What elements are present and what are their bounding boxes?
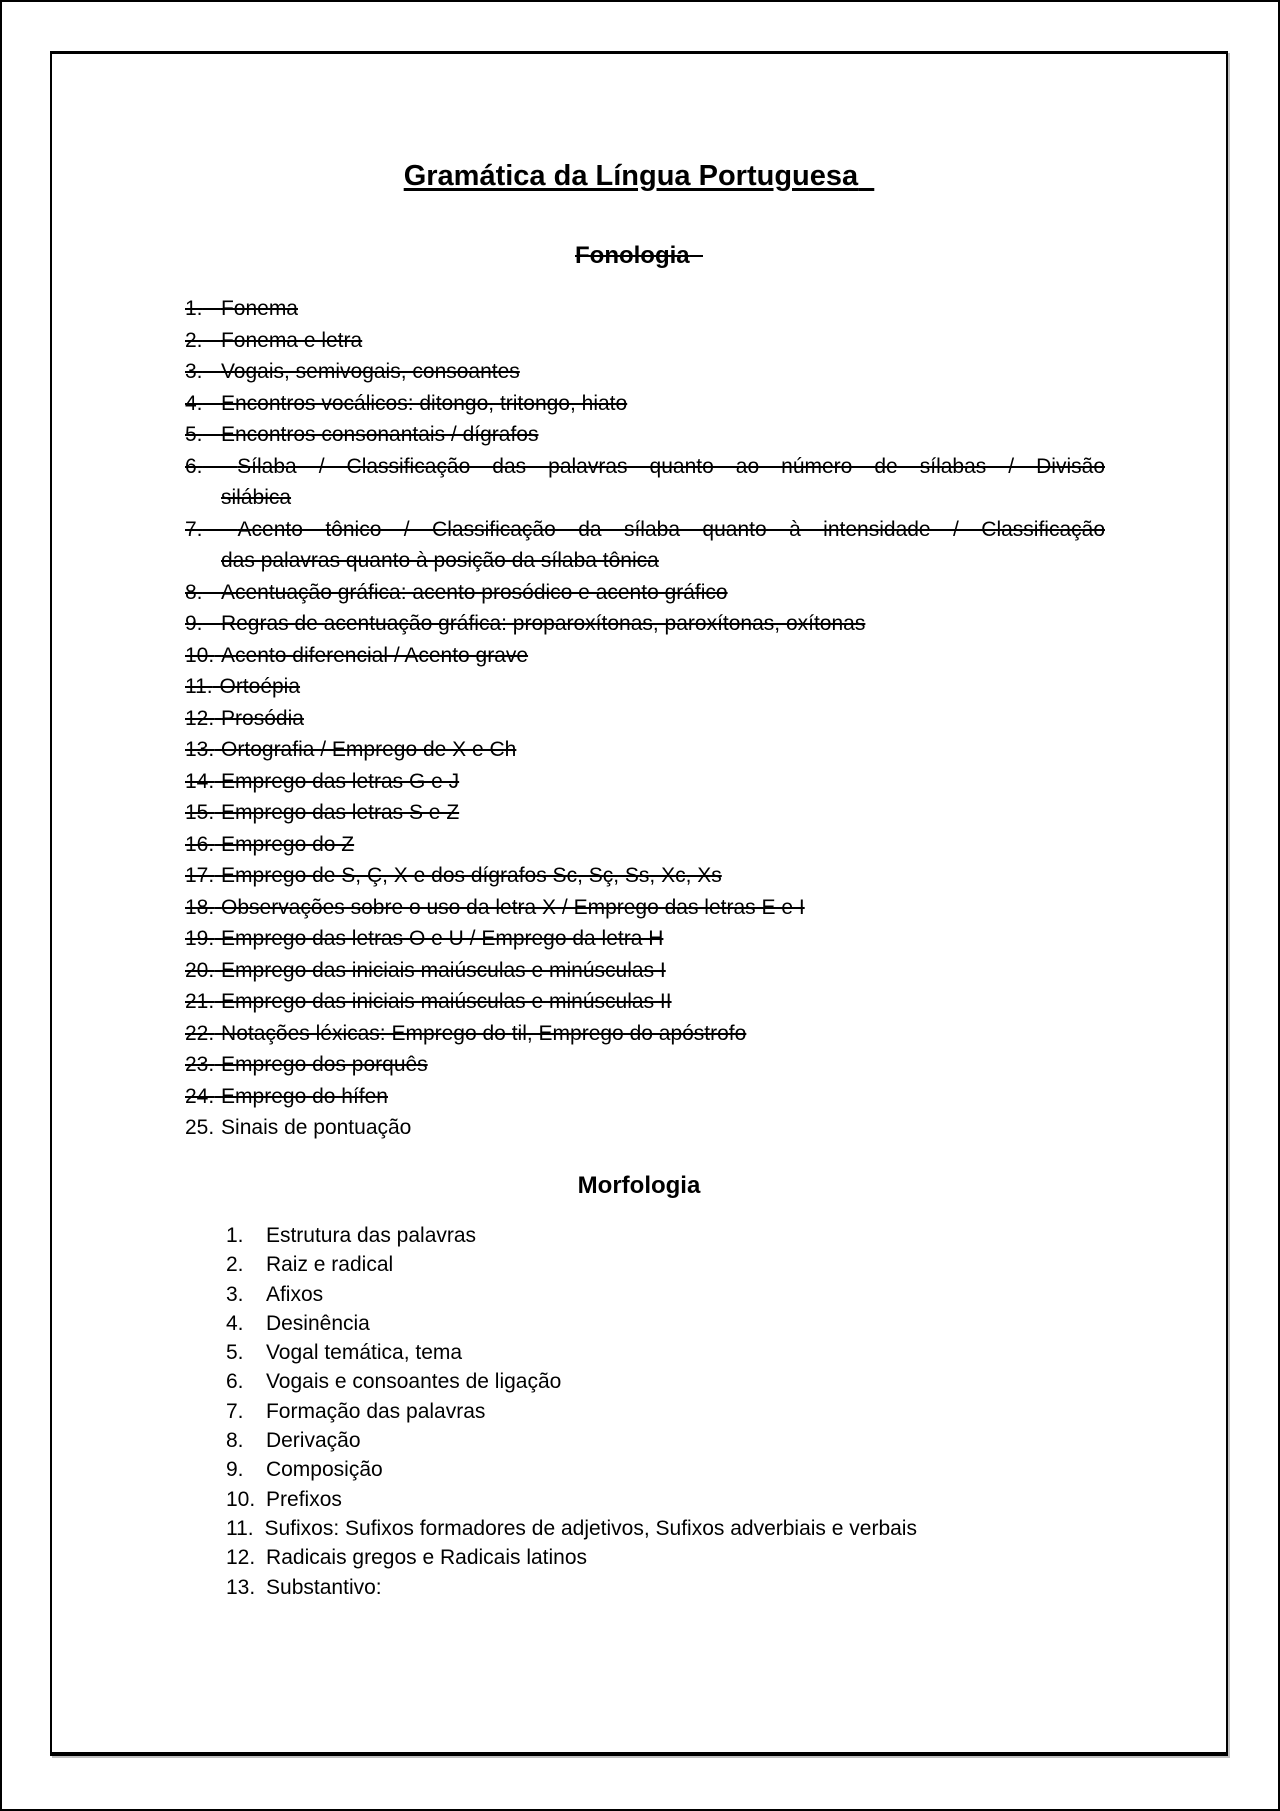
list-item <box>185 766 1105 798</box>
list-item-line: 9. Regras de acentuação gráfica: proparoxítonas, paroxítonas, oxítonas <box>185 612 866 635</box>
list-item-line: 14. Emprego das letras G e J <box>185 769 460 793</box>
list-item <box>226 1309 1105 1338</box>
list-item <box>185 388 1105 420</box>
list-item-line: 19. Emprego das letras O e U / Emprego da letra H <box>185 927 664 950</box>
list-item-line: 12. Radicais gregos e Radicais latinos <box>226 1546 588 1570</box>
list-item-number: 14. <box>185 769 215 793</box>
list-item-number: 1. <box>226 1224 244 1247</box>
list-item-line: 8. Acentuação gráfica: acento prosódico e acento gráfico <box>185 580 728 604</box>
list-item <box>226 1543 1105 1572</box>
list-item-number: 13. <box>185 738 215 761</box>
list-item-number: 16. <box>185 832 215 856</box>
list-item <box>185 797 1105 829</box>
list-item-number: 2. <box>226 1253 244 1277</box>
section-heading-fonologia <box>52 241 1226 271</box>
list-item-line: 7. Acento tônico / Classificação da sílaba quanto à intensidade / Classificação <box>185 517 1105 541</box>
list-item <box>226 1397 1105 1426</box>
list-item <box>185 923 1105 955</box>
list-item-line: 2. Fonema e letra <box>185 328 363 352</box>
list-item-number: 12. <box>226 1546 256 1570</box>
list-item-line: 10. Acento diferencial / Acento grave <box>185 643 529 667</box>
list-item-line: 8. Derivação <box>226 1429 361 1453</box>
list-item-line: 12. Prosódia <box>185 706 304 730</box>
list-item-number: 4. <box>185 391 203 415</box>
list-item-number: 13. <box>226 1575 256 1599</box>
list-item-number: 10. <box>226 1487 256 1511</box>
list-item <box>226 1250 1105 1279</box>
list-item-number: 11. <box>226 1516 254 1540</box>
list-item-line: 7. Formação das palavras <box>226 1399 486 1423</box>
list-item-number: 20. <box>185 958 215 982</box>
list-item <box>185 293 1105 325</box>
list-item <box>185 325 1105 357</box>
list-item <box>185 608 1105 640</box>
list-item-number: 11. <box>185 675 213 698</box>
list-item-number: 12. <box>185 706 215 730</box>
list-item <box>226 1426 1105 1455</box>
list-item-number: 10. <box>185 643 215 667</box>
list-item <box>185 703 1105 735</box>
list-item-number: 9. <box>185 612 203 635</box>
list-item-number: 3. <box>226 1282 244 1306</box>
list-item-number: 18. <box>185 895 215 919</box>
list-item <box>226 1367 1105 1396</box>
list-item-line: 6. Sílaba / Classificação das palavras quanto ao número de sílabas / Divisão <box>185 454 1105 478</box>
list-item-line: 6. Vogais e consoantes de ligação <box>226 1370 562 1394</box>
list-item-line: 22. Notações léxicas: Emprego do til, Emprego do apóstrofo <box>185 1021 747 1045</box>
list-item-line: 15. Emprego das letras S e Z <box>185 801 460 824</box>
section-heading-morfologia <box>52 1171 1226 1201</box>
list-item-line: 10. Prefixos <box>226 1487 342 1511</box>
list-item <box>185 1112 1105 1144</box>
list-item <box>185 860 1105 892</box>
list-item-number: 7. <box>185 517 203 541</box>
list-item <box>185 955 1105 987</box>
list-item <box>185 986 1105 1018</box>
list-item <box>185 734 1105 766</box>
list-item-line: 9. Composição <box>226 1458 383 1482</box>
list-item-line: 4. Encontros vocálicos: ditongo, tritongo, hiato <box>185 391 628 415</box>
list-item-number: 8. <box>185 580 203 604</box>
list-item-number: 24. <box>185 1084 215 1108</box>
list-item-number: 8. <box>226 1429 244 1453</box>
list-item <box>185 577 1105 609</box>
list-item <box>185 892 1105 924</box>
list-item-line: 25. Sinais de pontuação <box>185 1116 412 1139</box>
list-item-number: 25. <box>185 1116 215 1139</box>
list-item-number: 4. <box>226 1311 244 1335</box>
list-item <box>185 356 1105 388</box>
list-item <box>185 671 1105 703</box>
list-item-number: 15. <box>185 801 215 824</box>
list-item-line: 20. Emprego das iniciais maiúsculas e minúsculas I <box>185 958 666 982</box>
list-item-number: 1. <box>185 297 203 320</box>
list-item-number: 2. <box>185 328 203 352</box>
list-item-line: silábica <box>221 486 292 509</box>
list-item-line: 5. Encontros consonantais / dígrafos <box>185 423 539 446</box>
list-item <box>185 514 1105 577</box>
list-item-line: 2. Raiz e radical <box>226 1253 394 1277</box>
list-item <box>226 1455 1105 1484</box>
page-title <box>52 158 1226 194</box>
list-item-number: 3. <box>185 360 203 383</box>
list-item <box>185 451 1105 514</box>
list-item <box>185 640 1105 672</box>
list-item-number: 22. <box>185 1021 215 1045</box>
list-item-line: 23. Emprego dos porquês <box>185 1053 428 1076</box>
list-item-number: 5. <box>185 423 203 446</box>
list-item <box>226 1514 1105 1543</box>
list-item-line: 13. Ortografia / Emprego de X e Ch <box>185 738 517 761</box>
list-item-line: 1. Estrutura das palavras <box>226 1224 477 1247</box>
list-item <box>226 1338 1105 1367</box>
list-item-line: 11. Ortoépia <box>185 675 301 698</box>
list-item <box>226 1280 1105 1309</box>
list-item-line: 3. Vogais, semivogais, consoantes <box>185 360 520 383</box>
list-item <box>185 829 1105 861</box>
list-item-number: 6. <box>226 1370 244 1394</box>
list-item-number: 6. <box>185 454 203 478</box>
list-item <box>185 419 1105 451</box>
list-item-line: 4. Desinência <box>226 1311 370 1335</box>
list-item-line: 13. Substantivo: <box>226 1575 382 1599</box>
list-item-number: 19. <box>185 927 215 950</box>
list-item-line: 24. Emprego do hífen <box>185 1084 388 1108</box>
list-item-line: 21. Emprego das iniciais maiúsculas e minúsculas II <box>185 990 672 1013</box>
list-item-line: 17. Emprego de S, Ç, X e dos dígrafos Sc, Sç, Ss, Xc, Xs <box>185 864 722 887</box>
list-item-number: 17. <box>185 864 215 887</box>
list-item-number: 21. <box>185 990 215 1013</box>
list-item-line: 16. Emprego do Z <box>185 832 355 856</box>
list-item <box>185 1018 1105 1050</box>
list-item-number: 5. <box>226 1341 244 1365</box>
list-item-line: 5. Vogal temática, tema <box>226 1341 463 1365</box>
list-item <box>185 1081 1105 1113</box>
fonologia-list <box>185 293 1105 1144</box>
list-item-line: 3. Afixos <box>226 1282 324 1306</box>
list-item <box>185 1049 1105 1081</box>
list-item-number: 9. <box>226 1458 244 1482</box>
list-item <box>226 1485 1105 1514</box>
list-item <box>226 1573 1105 1602</box>
list-item-line: 18. Observações sobre o uso da letra X / Emprego das letras E e I <box>185 895 805 919</box>
page-title-text: Gramática da Língua Portuguesa <box>403 160 859 192</box>
list-item-line: 11. Sufixos: Sufixos formadores de adjetivos, Sufixos adverbiais e verbais <box>226 1516 917 1540</box>
list-item-line: das palavras quanto à posição da sílaba tônica <box>221 549 659 572</box>
section-heading-fonologia-text: Fonologia <box>575 242 690 269</box>
document-page <box>50 51 1228 1756</box>
list-item <box>226 1221 1105 1250</box>
list-item-number: 23. <box>185 1053 215 1076</box>
section-heading-morfologia-text: Morfologia <box>577 1172 701 1199</box>
list-item-number: 7. <box>226 1399 244 1423</box>
list-item-line: 1. Fonema <box>185 297 298 320</box>
morfologia-list <box>226 1221 1105 1602</box>
